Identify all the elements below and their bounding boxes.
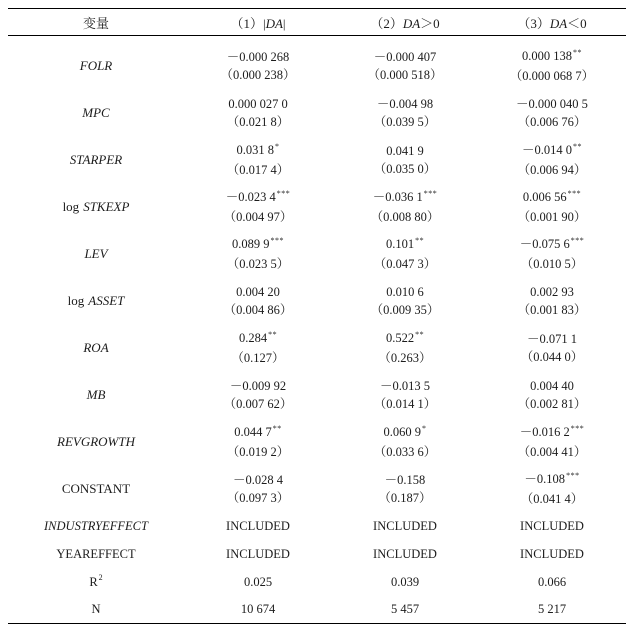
standard-error: （0.019 2）: [226, 444, 290, 459]
estimate-cell: [478, 324, 626, 371]
estimate-cell: [332, 277, 478, 324]
summary-cell: 0.066: [537, 574, 567, 589]
variable-name: STKEXP: [83, 198, 130, 214]
variable-prefix: log: [67, 292, 85, 308]
significance-stars: ***: [570, 423, 585, 433]
coefficient: [478, 47, 626, 67]
coefficient-value: －0.023 4: [225, 189, 276, 204]
estimate-cell: [478, 277, 626, 324]
standard-error: （0.002 81）: [517, 396, 587, 411]
header-variable: 变量: [8, 9, 184, 36]
standard-error: （0.000 518）: [367, 67, 443, 82]
significance-stars: **: [415, 329, 425, 339]
variable-label: [8, 465, 184, 512]
coefficient: [478, 188, 626, 208]
variable-name: LEV: [84, 245, 108, 261]
summary-cell: INCLUDED: [226, 518, 290, 533]
table-row-mpc: [8, 89, 626, 136]
standard-error: （0.006 76）: [517, 114, 587, 129]
table-row-lev: [8, 230, 626, 277]
standard-error: （0.001 90）: [517, 209, 587, 224]
coefficient-value: 0.031 8: [236, 142, 274, 157]
header-column-2: [332, 9, 478, 36]
coefficient: －0.158: [384, 472, 426, 487]
table-row-log-stkexp: [8, 183, 626, 230]
variable-label: [8, 418, 184, 465]
summary-cell: 0.025: [243, 574, 273, 589]
estimate-cell: [184, 230, 332, 277]
estimate-cell: [184, 136, 332, 183]
coefficient-value: 0.284: [238, 330, 268, 345]
variable-label: [8, 512, 184, 540]
column-condition: ＜0: [567, 15, 587, 31]
table-row-log-asset: [8, 277, 626, 324]
header-row: [8, 9, 626, 36]
variable-name: STARPER: [69, 151, 123, 167]
estimate-cell: [332, 183, 478, 230]
coefficient: －0.028 4: [232, 472, 283, 487]
coefficient: [478, 423, 626, 443]
standard-error: （0.023 5）: [226, 256, 290, 271]
variable-name: N: [91, 602, 101, 616]
estimate-cell: [184, 465, 332, 512]
coefficient: －0.009 92: [229, 378, 287, 393]
coefficient-value: 0.060 9: [383, 424, 421, 439]
variable-label: [8, 596, 184, 624]
standard-error: （0.010 5）: [520, 256, 584, 271]
significance-stars: **: [268, 329, 278, 339]
estimate-cell: [332, 371, 478, 418]
variable-name: REVGROWTH: [57, 433, 135, 449]
coefficient-value: －0.014 0: [521, 142, 572, 157]
coefficient: [184, 141, 332, 161]
coefficient: [478, 235, 626, 255]
standard-error: （0.033 6）: [373, 444, 437, 459]
variable-name: YEAREFFECT: [56, 546, 136, 561]
variable-label: [8, 230, 184, 277]
variable-name: MPC: [82, 104, 110, 120]
table-row-revgrowth: [8, 418, 626, 465]
standard-error: （0.004 97）: [223, 209, 293, 224]
estimate-cell: [184, 324, 332, 371]
standard-error: （0.006 94）: [517, 162, 587, 177]
estimate-cell: [184, 277, 332, 324]
coefficient: [478, 141, 626, 161]
table-row-industry-effect: [8, 512, 626, 540]
standard-error: （0.047 3）: [373, 256, 437, 271]
standard-error: （0.000 068 7）: [509, 68, 595, 83]
table-row-r-squared: [8, 568, 626, 596]
column-variable: DA: [265, 15, 283, 31]
table-row-constant: [8, 465, 626, 512]
coefficient-value: 0.000 138: [522, 48, 572, 63]
significance-stars: ***: [567, 188, 582, 198]
variable-name: MB: [86, 386, 106, 402]
summary-cell: INCLUDED: [520, 518, 584, 533]
coefficient-value: 0.006 56: [522, 189, 567, 204]
coefficient: 0.004 20: [236, 284, 280, 299]
coefficient: －0.013 5: [379, 378, 430, 393]
coefficient: [332, 188, 478, 208]
significance-stars: *: [275, 141, 280, 151]
coefficient-value: 0.522: [385, 330, 415, 345]
standard-error: （0.263）: [378, 350, 432, 365]
column-number: （3）: [517, 15, 550, 31]
table-row-starper: [8, 136, 626, 183]
column-number: （2）: [370, 15, 403, 31]
standard-error: （0.014 1）: [373, 396, 437, 411]
summary-cell: 5 217: [478, 596, 626, 624]
standard-error: （0.008 80）: [370, 209, 440, 224]
variable-name: ASSET: [88, 292, 125, 308]
header-column-1: [184, 9, 332, 36]
coefficient-value: 0.089 9: [232, 236, 270, 251]
coefficient: [184, 235, 332, 255]
coefficient-value: －0.075 6: [519, 236, 570, 251]
significance-stars: **: [573, 47, 582, 57]
coefficient: [332, 235, 478, 255]
variable-prefix: log: [62, 198, 80, 214]
standard-error: （0.009 35）: [370, 302, 440, 317]
coefficient-value: －0.036 1: [372, 189, 423, 204]
estimate-cell: [332, 89, 478, 136]
variable-label: [8, 136, 184, 183]
estimate-cell: [478, 371, 626, 418]
variable-name: CONSTANT: [61, 480, 131, 496]
variable-label: [8, 277, 184, 324]
variable-label: [8, 42, 184, 89]
significance-stars: **: [415, 235, 425, 245]
estimate-cell: [184, 418, 332, 465]
coefficient: －0.000 268: [226, 49, 290, 64]
standard-error: （0.127）: [231, 350, 285, 365]
variable-name: FOLR: [79, 57, 113, 73]
coefficient: －0.071 1: [526, 331, 577, 346]
column-variable: DA: [549, 15, 568, 31]
estimate-cell: [332, 418, 478, 465]
coefficient: 0.004 40: [530, 378, 574, 393]
estimate-cell: [184, 371, 332, 418]
variable-name: ROA: [83, 339, 109, 355]
variable-label: [8, 89, 184, 136]
significance-stars: ***: [566, 470, 580, 480]
coefficient-value: －0.016 2: [519, 424, 570, 439]
variable-name: INDUSTRYEFFECT: [44, 518, 148, 533]
variable-name: R: [89, 574, 98, 589]
summary-cell: 0.039: [390, 574, 420, 589]
standard-error: （0.000 238）: [220, 67, 296, 82]
estimate-cell: [332, 230, 478, 277]
summary-cell: INCLUDED: [226, 546, 290, 561]
variable-label: [8, 568, 184, 596]
standard-error: （0.097 3）: [226, 490, 290, 505]
coefficient: 0.000 027 0: [228, 96, 288, 111]
significance-stars: ***: [423, 188, 438, 198]
summary-cell: INCLUDED: [373, 546, 437, 561]
coefficient: 0.010 6: [386, 284, 424, 299]
variable-label: [8, 540, 184, 568]
coefficient: [478, 470, 626, 490]
table-row-n: [8, 596, 626, 624]
estimate-cell: [478, 89, 626, 136]
abs-close: |: [282, 15, 286, 31]
standard-error: （0.044 0）: [520, 349, 584, 364]
coefficient-value: －0.108: [524, 471, 566, 486]
table-row-folr: [8, 42, 626, 89]
significance-stars: ***: [276, 188, 291, 198]
standard-error: （0.004 86）: [223, 302, 293, 317]
table-row-year-effect: [8, 540, 626, 568]
coefficient: [332, 423, 478, 443]
standard-error: （0.035 0）: [373, 161, 437, 176]
regression-table: [8, 8, 626, 624]
summary-cell: 10 674: [184, 596, 332, 624]
abs-open: |: [262, 15, 266, 31]
coefficient: －0.000 407: [373, 49, 437, 64]
estimate-cell: [332, 324, 478, 371]
estimate-cell: [332, 465, 478, 512]
variable-label: [8, 371, 184, 418]
header-column-3: [478, 9, 626, 36]
significance-stars: ***: [570, 235, 585, 245]
estimate-cell: [478, 136, 626, 183]
standard-error: （0.004 41）: [517, 444, 587, 459]
standard-error: （0.017 4）: [226, 162, 290, 177]
variable-superscript: 2: [98, 572, 103, 582]
estimate-cell: [332, 42, 478, 89]
coefficient-value: 0.101: [385, 236, 415, 251]
estimate-cell: [478, 418, 626, 465]
standard-error: （0.187）: [378, 490, 432, 505]
table-row-mb: [8, 371, 626, 418]
estimate-cell: [478, 183, 626, 230]
significance-stars: *: [422, 423, 427, 433]
variable-label: [8, 183, 184, 230]
column-variable: DA: [402, 15, 421, 31]
standard-error: （0.001 83）: [517, 302, 587, 317]
table-row-roa: [8, 324, 626, 371]
estimate-cell: [184, 42, 332, 89]
coefficient: 0.002 93: [530, 284, 574, 299]
coefficient-value: 0.044 7: [234, 424, 272, 439]
standard-error: （0.007 62）: [223, 396, 293, 411]
summary-cell: INCLUDED: [373, 518, 437, 533]
coefficient: [184, 188, 332, 208]
significance-stars: ***: [270, 235, 284, 245]
standard-error: （0.039 5）: [373, 114, 437, 129]
coefficient: －0.004 98: [376, 96, 434, 111]
coefficient: 0.041 9: [386, 143, 424, 158]
summary-cell: 5 457: [332, 596, 478, 624]
estimate-cell: [184, 89, 332, 136]
column-condition: ＞0: [420, 15, 440, 31]
estimate-cell: [478, 42, 626, 89]
standard-error: （0.021 8）: [226, 114, 290, 129]
standard-error: （0.041 4）: [520, 491, 584, 506]
summary-cell: INCLUDED: [520, 546, 584, 561]
significance-stars: **: [573, 141, 582, 151]
coefficient: －0.000 040 5: [516, 96, 588, 111]
coefficient: [184, 423, 332, 443]
estimate-cell: [478, 230, 626, 277]
coefficient: [332, 329, 478, 349]
estimate-cell: [478, 465, 626, 512]
estimate-cell: [184, 183, 332, 230]
column-number: （1）: [230, 15, 263, 31]
coefficient: [184, 329, 332, 349]
significance-stars: **: [272, 423, 282, 433]
estimate-cell: [332, 136, 478, 183]
variable-label: [8, 324, 184, 371]
